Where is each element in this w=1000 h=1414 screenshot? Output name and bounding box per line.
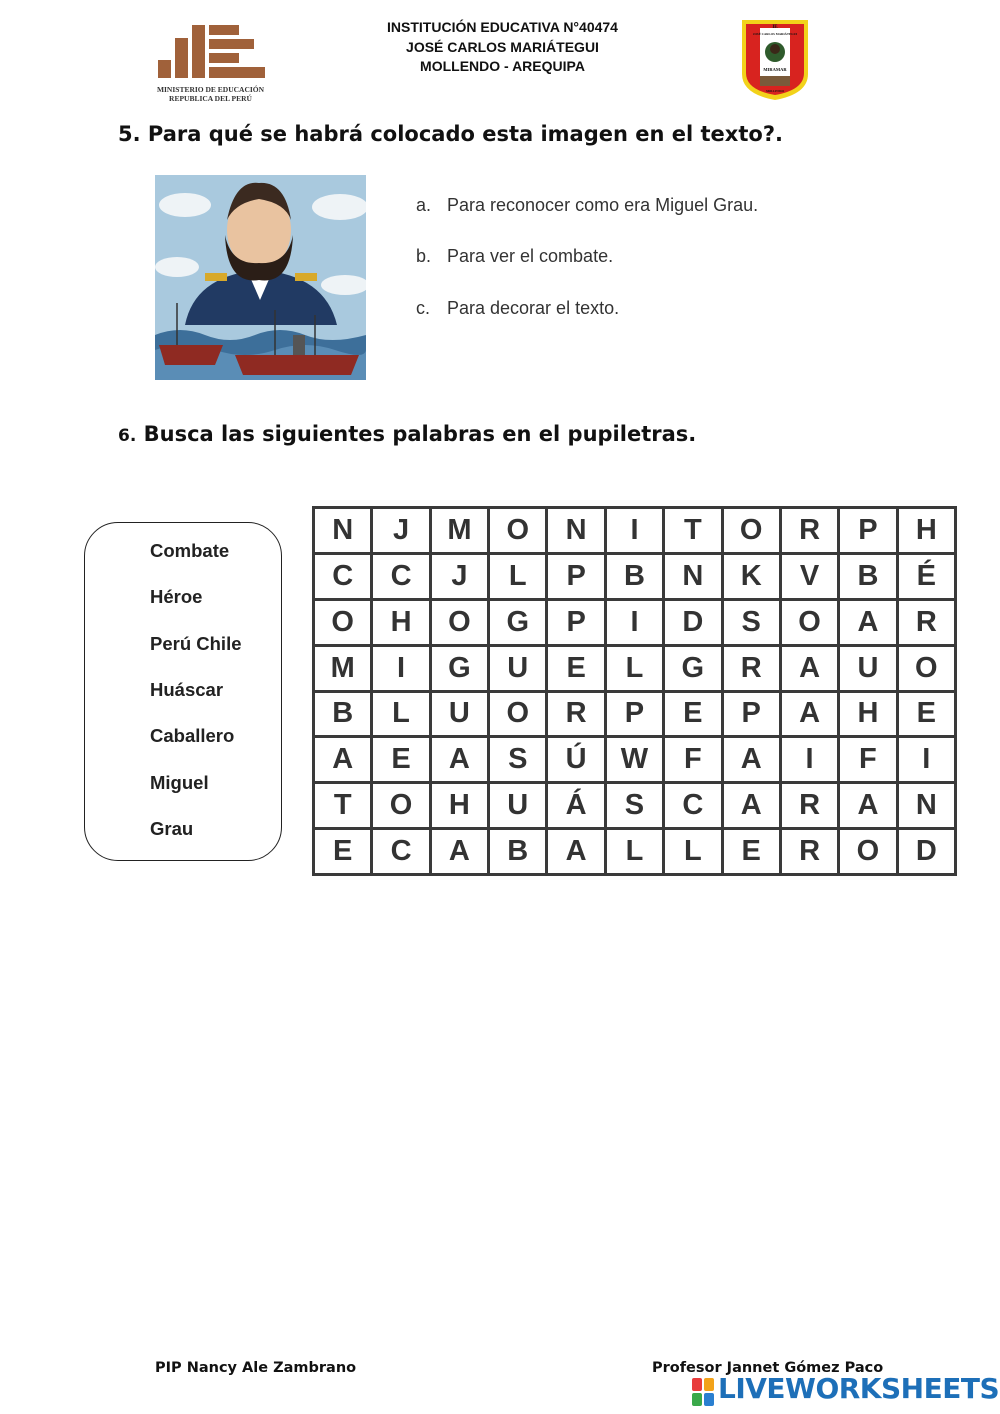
grid-cell[interactable]: H bbox=[839, 691, 897, 737]
grid-cell[interactable]: O bbox=[314, 599, 372, 645]
cloud bbox=[155, 257, 199, 277]
logo-brick bbox=[209, 25, 239, 35]
grid-cell[interactable]: B bbox=[314, 691, 372, 737]
logo-bar bbox=[192, 25, 205, 78]
grid-cell[interactable]: N bbox=[664, 553, 722, 599]
grid-cell[interactable]: U bbox=[839, 645, 897, 691]
grid-cell[interactable]: O bbox=[489, 691, 547, 737]
grid-cell[interactable]: L bbox=[489, 553, 547, 599]
grid-cell[interactable]: N bbox=[314, 508, 372, 554]
grid-cell[interactable]: A bbox=[780, 691, 838, 737]
grid-row bbox=[314, 645, 956, 691]
ship bbox=[235, 355, 359, 375]
grid-cell[interactable]: T bbox=[314, 783, 372, 829]
grid-cell[interactable]: A bbox=[780, 645, 838, 691]
grid-cell[interactable]: A bbox=[430, 737, 488, 783]
header-line-2: JOSÉ CARLOS MARIÁTEGUI bbox=[406, 38, 599, 55]
grid-cell[interactable]: R bbox=[722, 645, 780, 691]
grid-cell[interactable]: W bbox=[605, 737, 663, 783]
word-item: Caballero bbox=[150, 725, 235, 746]
word-search-grid-body bbox=[314, 508, 956, 875]
grid-cell[interactable]: K bbox=[722, 553, 780, 599]
grid-cell[interactable]: A bbox=[430, 829, 488, 875]
footer-author: PIP Nancy Ale Zambrano bbox=[155, 1360, 357, 1376]
shield-text-name: JOSÉ CARLOS MARIÁTEGUI bbox=[752, 32, 798, 36]
grid-cell[interactable]: A bbox=[314, 737, 372, 783]
grid-cell[interactable]: O bbox=[722, 508, 780, 554]
word-item: Miguel bbox=[150, 772, 209, 793]
liveworksheets-logo[interactable]: LIVEWORKSHEETS bbox=[718, 1372, 1000, 1405]
grid-cell[interactable]: V bbox=[780, 553, 838, 599]
option-b[interactable] bbox=[416, 246, 613, 267]
grid-cell[interactable]: E bbox=[664, 691, 722, 737]
word-item: Perú Chile bbox=[150, 633, 242, 654]
grid-cell[interactable]: E bbox=[547, 645, 605, 691]
word-search-grid bbox=[312, 506, 957, 876]
grid-cell[interactable]: P bbox=[722, 691, 780, 737]
grid-cell[interactable]: C bbox=[372, 829, 430, 875]
grid-cell[interactable]: L bbox=[372, 691, 430, 737]
word-item: Grau bbox=[150, 818, 194, 839]
header-line-1: INSTITUCIÓN EDUCATIVA N°40474 bbox=[387, 19, 618, 35]
logo-brick bbox=[209, 53, 239, 63]
grid-cell[interactable]: R bbox=[780, 783, 838, 829]
grid-cell[interactable]: I bbox=[897, 737, 955, 783]
grid-cell[interactable]: O bbox=[897, 645, 955, 691]
word-item: Huáscar bbox=[150, 679, 224, 700]
question-6-heading bbox=[118, 422, 696, 446]
grid-cell[interactable]: C bbox=[372, 553, 430, 599]
grid-row bbox=[314, 508, 956, 554]
grid-cell[interactable]: E bbox=[897, 691, 955, 737]
grid-cell[interactable]: O bbox=[839, 829, 897, 875]
grid-cell[interactable]: É bbox=[897, 553, 955, 599]
grid-cell[interactable]: P bbox=[547, 599, 605, 645]
shield-text-city: MOLLENDO bbox=[766, 89, 784, 93]
grid-cell[interactable]: G bbox=[664, 645, 722, 691]
grid-cell[interactable]: M bbox=[314, 645, 372, 691]
grid-cell[interactable]: B bbox=[839, 553, 897, 599]
grid-cell[interactable]: A bbox=[722, 737, 780, 783]
option-c-text: Para decorar el texto. bbox=[447, 298, 620, 318]
option-a[interactable] bbox=[416, 195, 758, 216]
option-b-text: Para ver el combate. bbox=[447, 246, 614, 266]
grid-cell[interactable]: E bbox=[314, 829, 372, 875]
grid-cell[interactable]: S bbox=[489, 737, 547, 783]
shield-text-miramar: MIRAMAR bbox=[763, 67, 787, 72]
logo-bar bbox=[175, 38, 188, 78]
shield-text-ie: IE bbox=[772, 25, 778, 30]
cloud bbox=[159, 193, 211, 217]
grid-row bbox=[314, 553, 956, 599]
grid-cell[interactable]: R bbox=[897, 599, 955, 645]
grid-cell[interactable]: G bbox=[430, 645, 488, 691]
cloud bbox=[312, 194, 366, 220]
ship bbox=[159, 345, 223, 365]
grid-cell[interactable]: P bbox=[605, 691, 663, 737]
ministry-caption-line-1: MINISTERIO DE EDUCACIÓN bbox=[156, 85, 265, 94]
option-a-text: Para reconocer como era Miguel Grau. bbox=[447, 195, 759, 215]
grid-cell[interactable]: A bbox=[722, 783, 780, 829]
word-item: Héroe bbox=[150, 586, 203, 607]
grid-cell[interactable]: E bbox=[722, 829, 780, 875]
grid-cell[interactable]: O bbox=[780, 599, 838, 645]
grid-row bbox=[314, 691, 956, 737]
grid-cell[interactable]: C bbox=[664, 783, 722, 829]
grid-cell[interactable]: C bbox=[314, 553, 372, 599]
grid-cell[interactable]: L bbox=[605, 645, 663, 691]
logo-brick bbox=[209, 67, 265, 78]
grid-row bbox=[314, 737, 956, 783]
grid-cell[interactable]: I bbox=[605, 508, 663, 554]
grid-cell[interactable]: O bbox=[489, 508, 547, 554]
grid-cell[interactable]: J bbox=[430, 553, 488, 599]
grid-cell[interactable]: R bbox=[780, 829, 838, 875]
question-5-number: 5. bbox=[118, 122, 141, 146]
word-item: Combate bbox=[150, 540, 230, 561]
grid-cell[interactable]: A bbox=[839, 783, 897, 829]
grid-cell[interactable]: P bbox=[839, 508, 897, 554]
grid-cell[interactable]: N bbox=[547, 508, 605, 554]
school-header bbox=[340, 18, 665, 77]
grid-cell[interactable]: L bbox=[605, 829, 663, 875]
grid-cell[interactable]: I bbox=[780, 737, 838, 783]
miguel-grau-illustration bbox=[155, 175, 366, 380]
question-5-text: Para qué se habrá colocado esta imagen en el texto?. bbox=[147, 122, 783, 146]
grid-cell[interactable]: P bbox=[547, 553, 605, 599]
grid-cell[interactable]: H bbox=[430, 783, 488, 829]
header-line-3: MOLLENDO - AREQUIPA bbox=[420, 58, 585, 74]
grid-cell[interactable]: H bbox=[897, 508, 955, 554]
grid-cell[interactable]: R bbox=[547, 691, 605, 737]
grid-cell[interactable]: B bbox=[605, 553, 663, 599]
grid-row bbox=[314, 829, 956, 875]
grid-row bbox=[314, 599, 956, 645]
grid-cell[interactable]: Á bbox=[547, 783, 605, 829]
grid-cell[interactable]: U bbox=[489, 645, 547, 691]
grid-cell[interactable]: L bbox=[664, 829, 722, 875]
grid-cell[interactable]: O bbox=[372, 783, 430, 829]
grid-cell[interactable]: S bbox=[722, 599, 780, 645]
grid-cell[interactable]: A bbox=[547, 829, 605, 875]
grid-cell[interactable]: Ú bbox=[547, 737, 605, 783]
ministry-caption-line-2: REPUBLICA DEL PERÚ bbox=[169, 94, 252, 103]
option-b-letter: b. bbox=[416, 246, 432, 266]
grid-cell[interactable]: D bbox=[664, 599, 722, 645]
grid-cell[interactable]: I bbox=[372, 645, 430, 691]
grid-cell[interactable]: T bbox=[664, 508, 722, 554]
logo-bar bbox=[158, 60, 171, 78]
grid-cell[interactable]: S bbox=[605, 783, 663, 829]
question-6-text: Busca las siguientes palabras en el pupiletras. bbox=[143, 422, 697, 446]
option-a-letter: a. bbox=[416, 195, 432, 215]
grid-cell[interactable]: D bbox=[897, 829, 955, 875]
grid-row bbox=[314, 783, 956, 829]
ministry-caption bbox=[148, 85, 273, 103]
grid-cell[interactable]: H bbox=[372, 599, 430, 645]
footer-teacher: Profesor Jannet Gómez Paco bbox=[652, 1360, 884, 1376]
grid-cell[interactable]: J bbox=[372, 508, 430, 554]
grid-cell[interactable]: F bbox=[839, 737, 897, 783]
liveworksheets-icon bbox=[692, 1378, 714, 1406]
grid-cell[interactable]: U bbox=[430, 691, 488, 737]
question-6-number: 6. bbox=[118, 426, 137, 446]
grid-cell[interactable]: U bbox=[489, 783, 547, 829]
grid-cell[interactable]: R bbox=[780, 508, 838, 554]
option-c[interactable] bbox=[416, 298, 619, 319]
grid-cell[interactable]: I bbox=[605, 599, 663, 645]
grid-cell[interactable]: E bbox=[372, 737, 430, 783]
question-5-heading bbox=[118, 122, 783, 146]
grid-cell[interactable]: M bbox=[430, 508, 488, 554]
school-shield-logo bbox=[738, 16, 812, 102]
grid-cell[interactable]: F bbox=[664, 737, 722, 783]
grid-cell[interactable]: A bbox=[839, 599, 897, 645]
grid-cell[interactable]: G bbox=[489, 599, 547, 645]
grid-cell[interactable]: B bbox=[489, 829, 547, 875]
grid-cell[interactable]: O bbox=[430, 599, 488, 645]
logo-brick bbox=[209, 39, 254, 49]
option-c-letter: c. bbox=[416, 298, 431, 318]
grid-cell[interactable]: N bbox=[897, 783, 955, 829]
